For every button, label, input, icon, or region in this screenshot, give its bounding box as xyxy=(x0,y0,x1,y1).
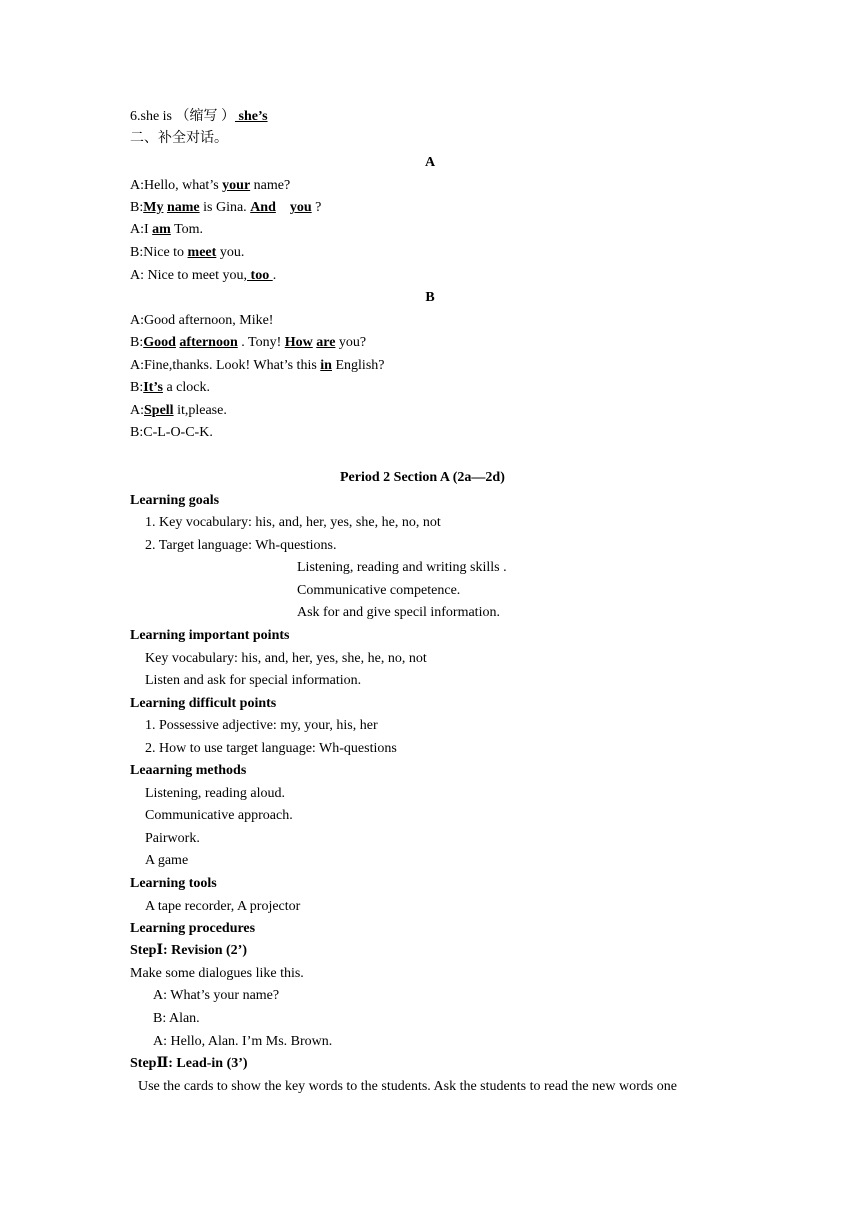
goals-heading: Learning goals xyxy=(130,493,220,508)
dialog-line: A:Hello, what’s your name? xyxy=(130,178,291,193)
list-item: Listening, reading and writing skills . xyxy=(297,560,507,575)
answer-blank: she’s xyxy=(235,109,268,124)
answer-blank: am xyxy=(152,222,171,237)
answer-blank: My xyxy=(143,200,164,215)
dialog-line: A:Good afternoon, Mike! xyxy=(130,313,274,328)
list-item: 1. Possessive adjective: my, your, his, her xyxy=(145,718,378,733)
list-item: Listening, reading aloud. xyxy=(145,786,285,801)
answer-blank: How xyxy=(284,335,313,350)
list-item: A game xyxy=(145,853,189,868)
list-item: A tape recorder, A projector xyxy=(145,899,301,914)
list-item: 2. How to use target language: Wh-questions xyxy=(145,741,397,756)
list-item: Key vocabulary: his, and, her, yes, she, he, no, not xyxy=(145,651,427,666)
list-item: Listen and ask for special information. xyxy=(145,673,362,688)
answer-blank: It’s xyxy=(143,380,163,395)
procedures-heading: Learning procedures xyxy=(130,921,256,936)
section-heading: 二、补全对话。 xyxy=(130,131,228,146)
dialog-line: B:C-L-O-C-K. xyxy=(130,425,213,440)
list-item: Communicative competence. xyxy=(297,583,461,598)
dialog-line: A:I am Tom. xyxy=(130,222,204,237)
dialog-b-heading: B xyxy=(425,290,435,305)
dialog-line: A: What’s your name? xyxy=(153,988,280,1003)
step2-text: Use the cards to show the key words to the students. Ask the students to read the new words one xyxy=(138,1079,677,1094)
answer-blank: And xyxy=(250,200,276,215)
step1-intro: Make some dialogues like this. xyxy=(130,966,304,981)
question-6: 6.she is （缩写 ） she’s xyxy=(130,109,268,124)
list-item: Ask for and give specil information. xyxy=(297,605,500,620)
dialog-line: B:Good afternoon . Tony! How are you? xyxy=(130,335,367,350)
dialog-line: B:My name is Gina. And you ? xyxy=(130,200,322,215)
list-item: Communicative approach. xyxy=(145,808,293,823)
answer-blank: you xyxy=(289,200,312,215)
difficult-heading: Learning difficult points xyxy=(130,696,277,711)
answer-blank: Good xyxy=(143,335,176,350)
tools-heading: Learning tools xyxy=(130,876,217,891)
dialog-line: A: Hello, Alan. I’m Ms. Brown. xyxy=(153,1034,333,1049)
answer-blank: Spell xyxy=(144,403,174,418)
important-heading: Learning important points xyxy=(130,628,290,643)
list-item: Pairwork. xyxy=(145,831,200,846)
period-title: Period 2 Section A (2a—2d) xyxy=(340,470,505,485)
step1-heading: StepⅠ: Revision (2’) xyxy=(130,943,247,958)
answer-blank: name xyxy=(166,200,200,215)
answer-blank: are xyxy=(316,335,336,350)
list-item: 2. Target language: Wh-questions. xyxy=(145,538,337,553)
dialog-line: A:Spell it,please. xyxy=(130,403,227,418)
dialog-line: A:Fine,thanks. Look! What’s this in English? xyxy=(130,358,385,373)
answer-blank: your xyxy=(222,178,251,193)
dialog-line: A: Nice to meet you, too . xyxy=(130,268,277,283)
methods-heading: Leaarning methods xyxy=(130,763,247,778)
answer-blank: afternoon xyxy=(179,335,238,350)
dialog-line: B:Nice to meet you. xyxy=(130,245,245,260)
answer-blank: meet xyxy=(187,245,217,260)
answer-blank: too xyxy=(247,268,273,283)
answer-blank: in xyxy=(320,358,332,373)
list-item: 1. Key vocabulary: his, and, her, yes, she, he, no, not xyxy=(145,515,441,530)
step2-heading: StepⅡ: Lead-in (3’) xyxy=(130,1056,248,1071)
dialog-a-heading: A xyxy=(424,155,436,170)
dialog-line: B: Alan. xyxy=(153,1011,200,1026)
dialog-line: B:It’s a clock. xyxy=(130,380,210,395)
